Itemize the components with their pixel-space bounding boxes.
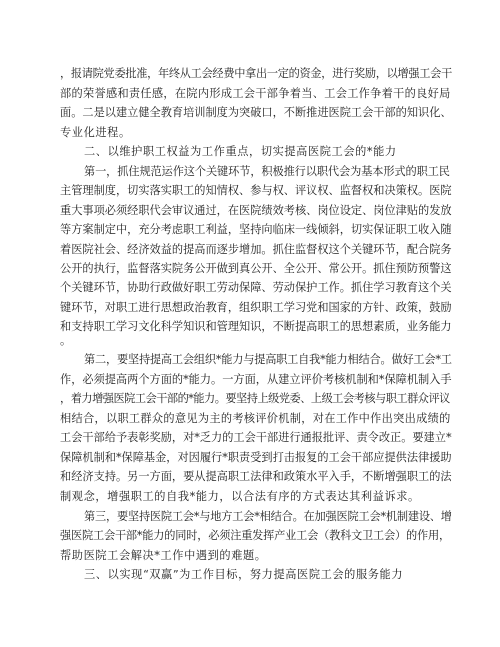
- text-line: 制观念，增强职工的自我*能力，以合法有序的方式表达其利益诉求。: [60, 490, 420, 503]
- text-line: 和经济支持。另一方面，要从提高职工法律和政策水平入手，不断增强职工的法: [60, 470, 452, 483]
- text-line: 专业化进程。: [60, 126, 131, 139]
- text-line: 第一，抓住规范运作这个关键环节，积极推行以职代会为基本形式的职工民: [84, 165, 450, 178]
- text-line: 着医院社会、经济效益的提高而逐步增加。抓住监督权这个关键环节，配合院务: [60, 243, 452, 256]
- text-line: 第二，要坚持提高工会组织*能力与提高职工自我*能力相结合。做好工会*工: [84, 353, 452, 366]
- text-line: 和支持职工学习文化科学知识和管理知识，不断提高职工的思想素质，业务能力: [60, 320, 452, 333]
- text-line: 面。二是以建立健全教育培训制度为突破口，不断推进医院工会干部的知识化、: [60, 106, 452, 119]
- text-line: 作，必须提高两个方面的*能力。一方面，从建立评价考核机制和*保障机制入手: [60, 373, 452, 386]
- text-line: 工会干部给予表彰奖励，对*乏力的工会干部进行通报批评、责令改正。要建立*: [60, 431, 452, 444]
- text-line: 。: [60, 334, 72, 347]
- text-line: 键环节，对职工进行思想政治教育，组织职工学习党和国家的方针、政策，鼓励: [60, 301, 452, 314]
- text-line: 等方案制定中，充分考虑职工利益，坚持向临床一线倾斜，切实保证职工收入随: [60, 223, 452, 236]
- text-line: ，着力增强医院工会干部的*能力。要坚持上级党委、上级工会考核与职工群众评议: [60, 392, 450, 405]
- text-line: 主管理制度，切实落实职工的知情权、参与权、评议权、监督权和决策权。医院: [60, 184, 452, 197]
- text-line: 个关键环节，协助行政做好职工劳动保障、劳动保护工作。抓住学习教育这个关: [60, 281, 452, 294]
- text-line: 相结合，以职工群众的意见为主的考核评价机制，对在工作中作出突出成绩的: [60, 412, 451, 425]
- text-line: ，报请院党委批准，年终从工会经费中拿出一定的资金，进行奖励，以增强工会干: [60, 67, 452, 80]
- text-line: 帮助医院工会解决*工作中遇到的难题。: [60, 549, 267, 562]
- section-heading: 二、以维护职工权益为工作重点，切实提高医院工会的*能力: [84, 145, 397, 158]
- text-line: 部的荣誉感和责任感，在院内形成工会干部争着当、工会工作争着干的良好局: [60, 87, 451, 100]
- text-line: 强医院工会干部*能力的同时，必须注重发挥产业工会（教科文卫工会）的作用，: [60, 529, 450, 542]
- text-line: 重大事项必须经职代会审议通过，在医院绩效考核、岗位设定、岗位津贴的发放: [60, 204, 452, 217]
- text-line: 保障机制和*保障基金，对因履行*职责受到打击报复的工会干部应提供法律援助: [60, 451, 452, 464]
- text-line: 第三，要坚持医院工会*与地方工会*相结合。在加强医院工会*机制建设、增: [84, 510, 452, 523]
- section-heading: 三、以实现“双赢”为工作目标，努力提高医院工会的服务能力: [84, 568, 404, 581]
- text-line: 公开的执行，监督落实院务公开做到真公开、全公开、常公开。抓住预防预警这: [60, 262, 452, 275]
